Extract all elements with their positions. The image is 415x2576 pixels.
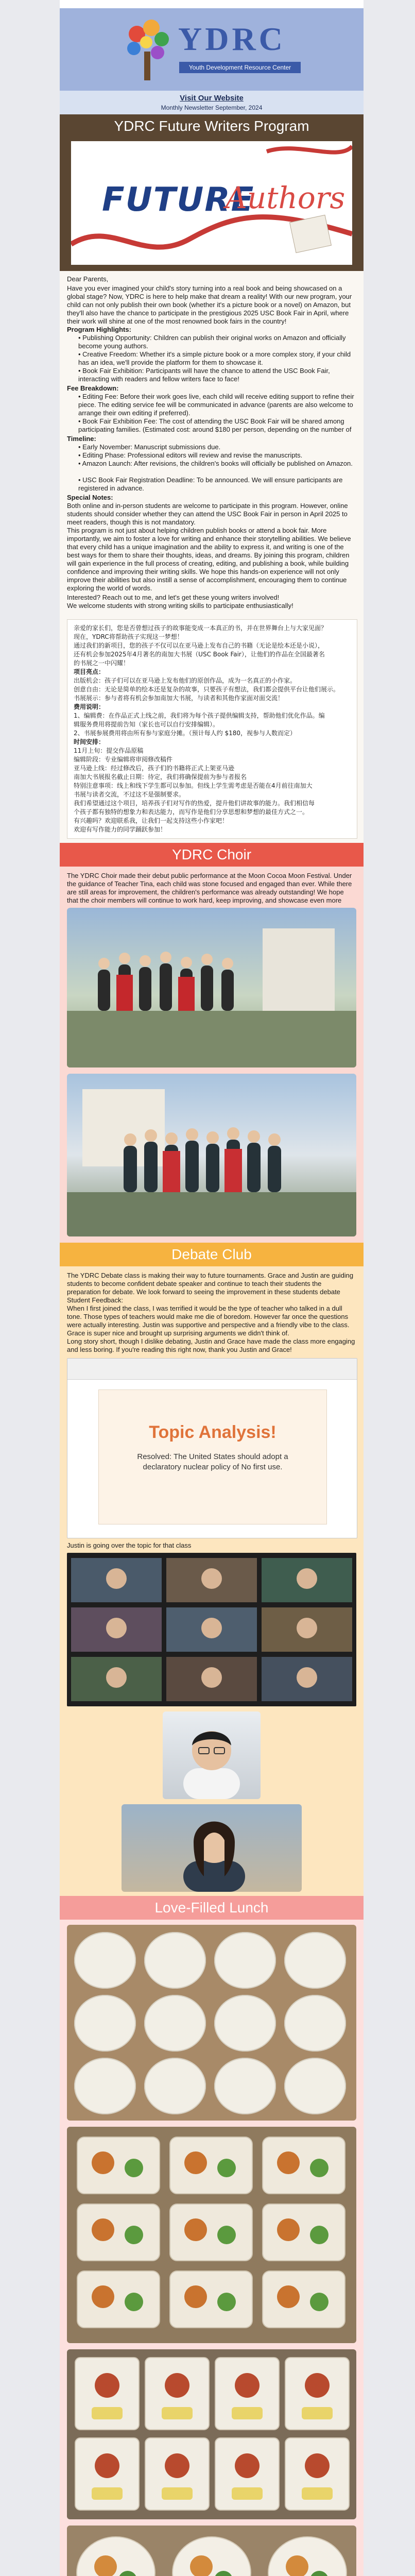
lunch-body bbox=[60, 1920, 364, 2576]
debate-title-bar bbox=[60, 1243, 364, 1266]
nav-bar bbox=[60, 91, 364, 114]
debate-body bbox=[60, 1266, 364, 1896]
choir-photo-2 bbox=[67, 1074, 356, 1236]
lunch-plate bbox=[284, 1932, 346, 1989]
chinese-letter-line: 现在，YDRC将帮助孩子实现这一梦想！ bbox=[74, 633, 183, 640]
lunch-plate bbox=[144, 1995, 206, 2052]
slide-title: Topic Analysis! bbox=[149, 1422, 276, 1442]
debate-text: The YDRC Debate class is making their way to future tournaments. Grace and Justin are guiding students to become confident debate speaker and continue to teach their students the preparation for debate. We look forward to seeing the improvement in these students debate bbox=[67, 1272, 354, 1296]
zoom-call-grid bbox=[67, 1553, 356, 1706]
chinese-letter-line: 2、书展参展费用将由所有参与家庭分摊。（预计每人约 $180，视参与人数而定） bbox=[74, 730, 296, 737]
timeline-text: Amazon Launch: After revisions, the children's books will officially be published on Amazon. bbox=[82, 460, 353, 467]
timeline-item: • Amazon Launch: After revisions, the children's books will officially be published on Amazon. bbox=[78, 460, 353, 467]
debate-title: Debate Club bbox=[171, 1246, 252, 1262]
fee-heading: Fee Breakdown: bbox=[67, 384, 119, 392]
highlights-heading: Program Highlights: bbox=[67, 326, 131, 333]
chinese-letter-card bbox=[67, 619, 357, 839]
chinese-letter-line: 编辑阶段：专业编辑将审阅修改稿件 bbox=[74, 756, 173, 763]
notes-heading: Special Notes: bbox=[67, 494, 113, 501]
lunch-photo-2 bbox=[67, 2127, 356, 2343]
chinese-letter bbox=[74, 624, 352, 834]
lunch-photo-3 bbox=[67, 2349, 356, 2519]
fee-text: Book Fair Exhibition Fee: The cost of attending the USC Book Fair will be shared among participating families. (Estimated cost: around $180 per person, depending on the number of bbox=[78, 417, 352, 433]
chinese-letter-line: 个孩子都有独特的想象力和表达能力，而写作是他们分享思想和梦想的最佳方式之一。 bbox=[74, 808, 309, 816]
timeline-text: Editing Phase: Professional editors will review and revise the manuscripts. bbox=[82, 451, 303, 459]
chinese-letter-line: 通过我们的新项目，您的孩子不仅可以在亚马逊上发布自己的书籍（无论是绘本还是小说）， bbox=[74, 642, 324, 649]
chinese-letter-line: 时间安排： bbox=[74, 738, 105, 745]
closing-text: This program is not just about helping children publish books or attend a book fair. More importantly, we aim to foster a love for writing and enhance their storytelling abilities. We believe that every child has a unique imagination and the ability to express it, and writing is one of the best ways for them to share their thoughts, ideas, and dreams. By joining this program, children will gain experience in the full process of creating, editing, and publishing a book, while building confidence and improving their writing skills. We hope this hands-on experience will not only improve their abilities but also instill a sense of accomplishment, encouraging them to continue exploring the world of words. bbox=[67, 527, 351, 592]
lunch-plate bbox=[214, 1995, 276, 2052]
slide-resolution: Resolved: The United States should adopt a declaratory nuclear policy of No first use. bbox=[137, 1452, 288, 1471]
lunch-title-bar bbox=[60, 1896, 364, 1920]
slide-toolbar bbox=[67, 1359, 357, 1380]
timeline-item: • Editing Phase: Professional editors will review and revise the manuscripts. bbox=[78, 451, 303, 459]
chinese-letter-line: 我们希望通过这个项目，培养孩子们对写作的热爱，提升他们讲故事的能力。我们相信每 bbox=[74, 800, 315, 807]
lunch-plate bbox=[284, 2058, 346, 2114]
logo-subtitle: Youth Development Resource Center bbox=[188, 64, 291, 71]
portrait-justin bbox=[163, 1711, 261, 1799]
highlight-item: • Book Fair Exhibition: Participants will have the chance to attend the USC Book Fair, interacting with readers and fellow writers face to face! bbox=[78, 367, 330, 383]
slide-panel bbox=[98, 1389, 327, 1524]
choir-title-bar bbox=[60, 843, 364, 867]
chinese-letter-line: 特别注意事项：线上和线下学生都可以参加。但线上学生需考虑是否能在4月前往南加大 bbox=[74, 782, 313, 789]
timeline-text: Early November: Manuscript submissions due. bbox=[82, 443, 221, 451]
chinese-letter-line: 还有机会参加2025年4月著名的南加大书展（USC Book Fair），让他们的作品在全国最著名 bbox=[74, 651, 325, 658]
chinese-letter-line: 亲爱的家长们，您是否曾想过孩子的故事能变成一本真正的书，并在世界舞台上与大家见面？ bbox=[74, 624, 327, 632]
writers-title: YDRC Future Writers Program bbox=[114, 118, 309, 134]
banner-word-future: FUTURE bbox=[102, 181, 255, 219]
header-banner bbox=[60, 8, 364, 91]
writers-banner-frame bbox=[60, 138, 364, 271]
topic-analysis-slide bbox=[67, 1358, 357, 1538]
choir-text: The YDRC Choir made their debut public performance at the Moon Cocoa Moon Festival. Under the guidance of Teacher Tina, each child was stone focused and engaged than ever. While there are still areas for improvement, the children's performance was already outstanding! We hope that the choir members will continue to work hard, keep improving, and showcase even more bbox=[67, 872, 352, 904]
chinese-letter-line: 欢迎有写作能力的同学踊跃参加！ bbox=[74, 826, 167, 833]
chinese-letter-line: 项目亮点： bbox=[74, 668, 105, 675]
feedback-heading: Student Feedback: bbox=[67, 1296, 124, 1304]
chinese-letter-line: 亚马逊上线：经过修改后，孩子们的书籍将正式上架亚马逊 bbox=[74, 765, 235, 772]
timeline-item: • Early November: Manuscript submissions due. bbox=[78, 443, 221, 451]
fee-item: • Book Fair Exhibition Fee: The cost of attending the USC Book Fair will be shared among participating families. (Estimated cost: around $180 per person, depending on the number of bbox=[78, 417, 356, 434]
chinese-letter-line: 的书展之一中闪耀！ bbox=[74, 659, 130, 667]
chinese-letter-line: 辑服务费用将提前告知（家长也可以自行安排编辑）。 bbox=[74, 721, 219, 728]
chinese-letter-line: 费用说明： bbox=[74, 703, 105, 710]
lunch-plate bbox=[214, 2058, 276, 2114]
lunch-photo-4 bbox=[67, 2526, 356, 2576]
feedback-text-2: Long story short, though I dislike debating, Justin and Grace have made the class more engaging and less boring. If you're reading this right now, thank you Justin and Grace! bbox=[67, 1337, 355, 1353]
notes-text: Both online and in-person students are welcome to participate in this program. However, online students should consider whether they can attend the USC Book Fair in person in April 2025 to meet readers, though this is not mandatory. bbox=[67, 502, 348, 526]
highlight-item: • Publishing Opportunity: Children can publish their original works on Amazon and officially become young authors. bbox=[78, 334, 346, 350]
timeline-heading: Timeline: bbox=[67, 435, 96, 443]
highlight-text: Book Fair Exhibition: Participants will have the chance to attend the USC Book Fair, interacting with readers and fellow writers face to face! bbox=[78, 367, 330, 383]
highlight-text: Creative Freedom: Whether it's a simple picture book or a more complex story, if your child has an idea, we'll provide the platform for them to showcase it. bbox=[78, 350, 351, 366]
lunch-plate bbox=[74, 2058, 136, 2114]
lunch-plate bbox=[284, 1995, 346, 2052]
portrait-grace bbox=[122, 1804, 302, 1892]
lunch-plate bbox=[74, 1932, 136, 1989]
fee-item: • Editing Fee: Before their work goes live, each child will receive editing support to refine their piece. The editing service fee will be communicated in advance (parents are also welcome to arrange their own editing if preferred). bbox=[78, 393, 354, 417]
choir-photo-1 bbox=[67, 908, 356, 1067]
closing-welcome: We welcome students with strong writing skills to participate enthusiastically! bbox=[67, 602, 293, 609]
highlight-text: Publishing Opportunity: Children can publish their original works on Amazon and officially become young authors. bbox=[78, 334, 346, 350]
chinese-letter-line: 南加大书展报名截止日期：待定，我们将确保提前为参与者报名 bbox=[74, 773, 247, 781]
writers-title-bar bbox=[60, 114, 364, 138]
lunch-photo-1 bbox=[67, 1925, 356, 2121]
logo-title: YDRC bbox=[178, 21, 286, 57]
chinese-letter-line: 有兴趣吗？欢迎联系我，让我们一起支持这些小作家吧！ bbox=[74, 817, 229, 824]
tree-logo-icon bbox=[122, 15, 173, 83]
fee-text: Editing Fee: Before their work goes live, each child will receive editing support to refine their piece. The editing service fee will be communicated in advance (parents are also welcome to arrange their own editing if preferred). bbox=[78, 393, 354, 417]
closing-invite: Interested? Reach out to me, and let's get these young writers involved! bbox=[67, 594, 280, 601]
banner-word-authors: Authors bbox=[226, 180, 345, 215]
email-body bbox=[60, 0, 364, 2576]
chinese-letter-line: 11月上旬：提交作品原稿 bbox=[74, 747, 144, 754]
chinese-letter-line: 书展与读者交流，不过这不是强制要求。 bbox=[74, 791, 185, 798]
writers-intro: Have you ever imagined your child's story turning into a real book and being showcased on a global stage? Now, YDRC is here to help make that dream a reality! With our new program, your child can not only publish their own book (whether it's a picture book or a novel) on Amazon, but they'll also have the chance to participate in the prestigious 2025 USC Book Fair in April, where their work will shine at one of the most renowned book fairs in the country! bbox=[67, 284, 352, 325]
feedback-text: When I first joined the class, I was terrified it would be the type of teacher who talked in a dull tone. Those types of teachers would make me die of boredom. However far once the questions were actually interesting. Justin was supportive and perspective and a friendly vibe to the class. Grace is super nice and brought up surprising arguments we didn't think of. bbox=[67, 1304, 350, 1337]
visit-website-link[interactable]: Visit Our Website bbox=[180, 94, 244, 103]
lunch-plate bbox=[144, 1932, 206, 1989]
lunch-plate bbox=[74, 1995, 136, 2052]
chinese-letter-line: 书展展示：参与者将有机会参加南加大书展，与读者和其他作家面对面交流！ bbox=[74, 694, 284, 702]
lunch-title: Love-Filled Lunch bbox=[154, 1900, 269, 1916]
greeting: Dear Parents, bbox=[67, 275, 109, 283]
timeline-item: • USC Book Fair Registration Deadline: To be announced. We will ensure participants are registered in advance. bbox=[78, 476, 343, 492]
chinese-letter-line: 出版机会：孩子们可以在亚马逊上发布他们的原创作品，成为一名真正的小作家。 bbox=[74, 677, 297, 684]
future-authors-banner bbox=[71, 141, 352, 265]
lunch-plate bbox=[214, 1932, 276, 1989]
chinese-letter-line: 1、编辑费：在作品正式上线之前，我们将为每个孩子提供编辑支持，帮助他们优化作品。编 bbox=[74, 712, 325, 719]
highlight-item: • Creative Freedom: Whether it's a simple picture book or a more complex story, if your child has an idea, we'll provide the platform for them to showcase it. bbox=[78, 350, 351, 366]
chinese-letter-line: 创意自由：无论是简单的绘本还是复杂的故事，只要孩子有想法，我们都会提供平台让他们展示。 bbox=[74, 686, 340, 693]
lunch-plate bbox=[144, 2058, 206, 2114]
newsletter-date: Monthly Newsletter September, 2024 bbox=[161, 104, 263, 111]
choir-body bbox=[60, 867, 364, 1243]
timeline-text: USC Book Fair Registration Deadline: To be announced. We will ensure participants are registered in advance. bbox=[78, 476, 343, 492]
slide-caption: Justin is going over the topic for that class bbox=[67, 1541, 192, 1549]
choir-title: YDRC Choir bbox=[171, 846, 252, 862]
writers-text-block bbox=[60, 271, 364, 843]
